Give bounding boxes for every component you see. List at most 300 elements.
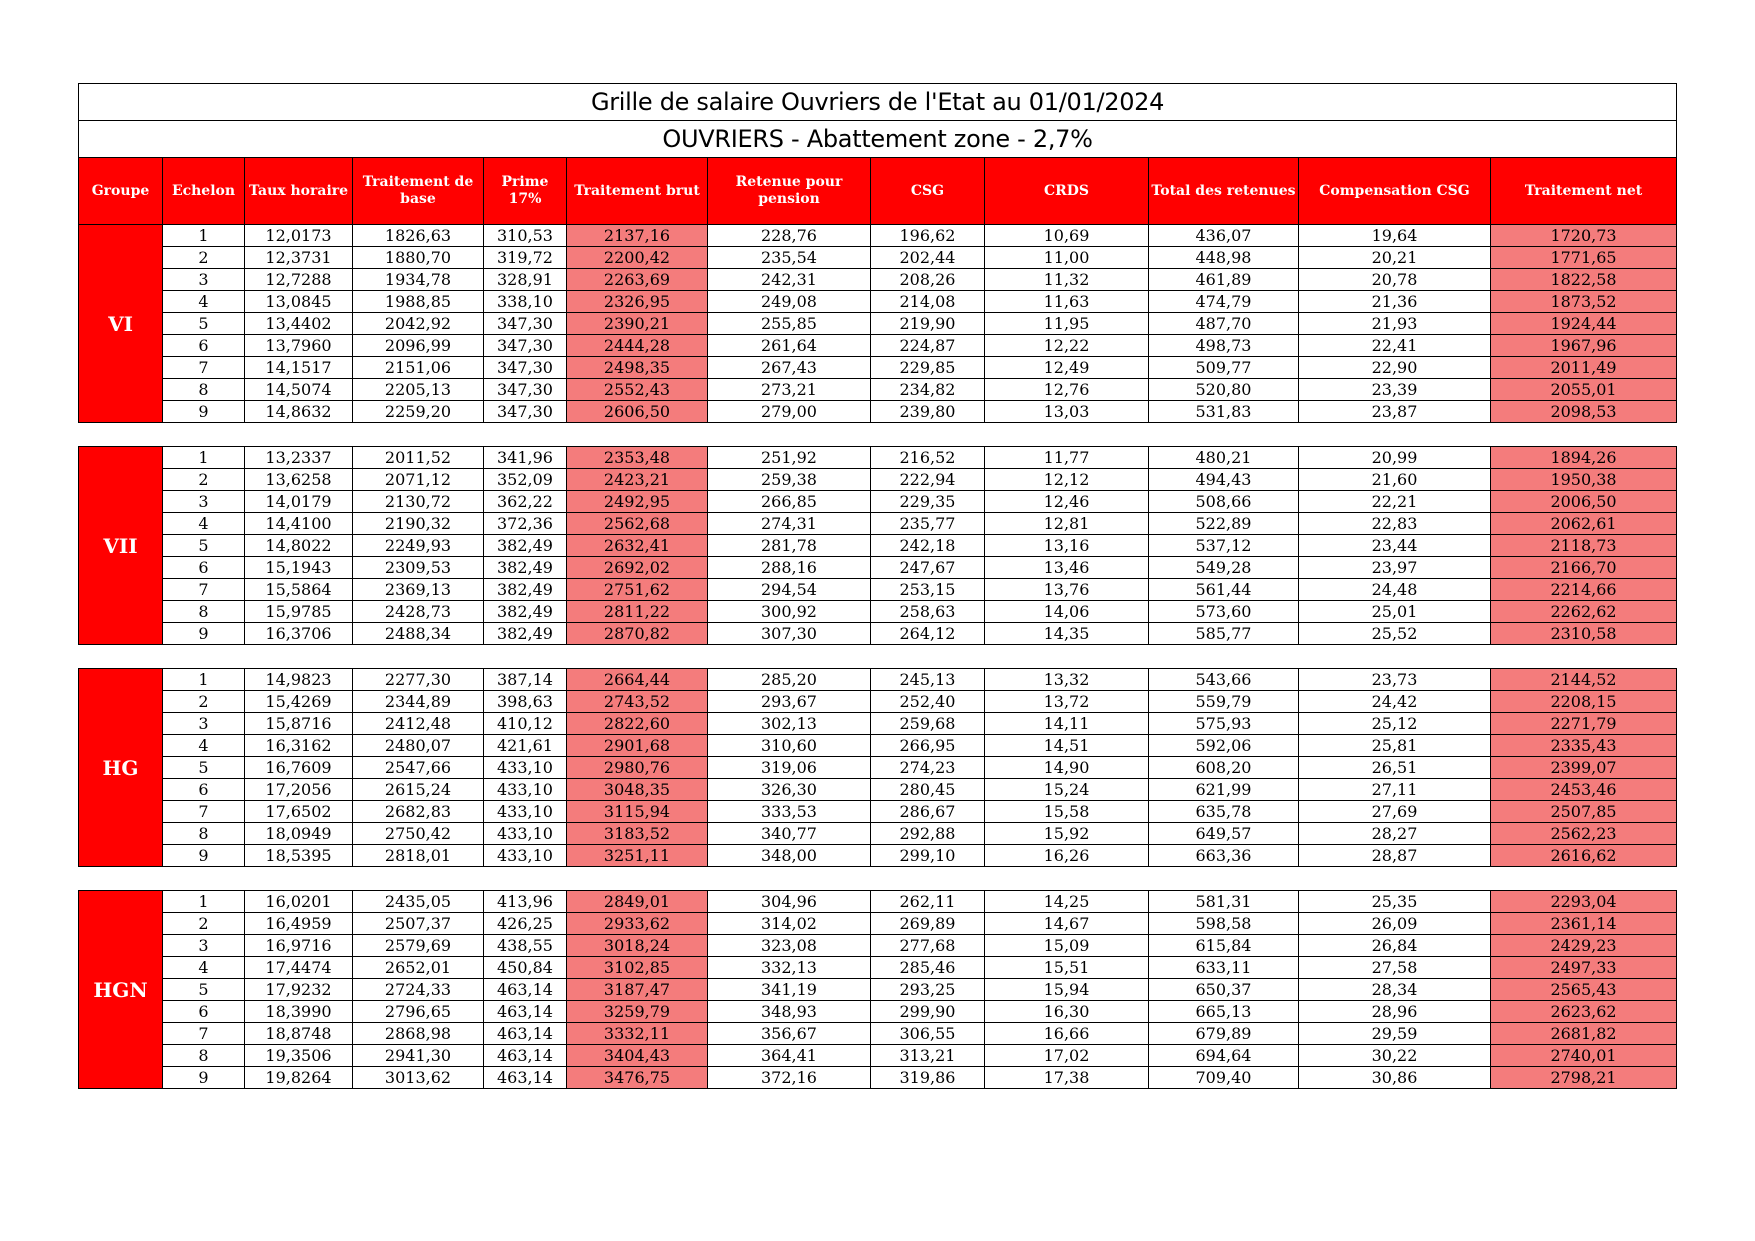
cell-prime: 463,14 — [484, 1001, 567, 1023]
cell-traitement-net: 2565,43 — [1491, 979, 1677, 1001]
column-header-retenue-pension: Retenue pour pension — [708, 158, 871, 225]
cell-prime: 433,10 — [484, 757, 567, 779]
cell-csg: 222,94 — [871, 469, 985, 491]
cell-total-retenues: 549,28 — [1149, 557, 1299, 579]
cell-retenue-pension: 266,85 — [708, 491, 871, 513]
cell-taux-horaire: 17,2056 — [245, 779, 353, 801]
cell-taux-horaire: 16,9716 — [245, 935, 353, 957]
table-row — [79, 269, 1677, 291]
cell-traitement-de-base: 2818,01 — [353, 845, 484, 867]
cell-traitement-net: 2681,82 — [1491, 1023, 1677, 1045]
table-row — [79, 447, 1677, 469]
cell-crds: 16,66 — [985, 1023, 1149, 1045]
cell-compensation-csg: 22,21 — [1299, 491, 1491, 513]
cell-prime: 382,49 — [484, 557, 567, 579]
cell-traitement-de-base: 1988,85 — [353, 291, 484, 313]
table-row — [79, 979, 1677, 1001]
cell-crds: 13,76 — [985, 579, 1149, 601]
cell-taux-horaire: 12,0173 — [245, 225, 353, 247]
cell-retenue-pension: 273,21 — [708, 379, 871, 401]
cell-total-retenues: 543,66 — [1149, 669, 1299, 691]
cell-compensation-csg: 20,99 — [1299, 447, 1491, 469]
table-row — [79, 357, 1677, 379]
cell-csg: 285,46 — [871, 957, 985, 979]
cell-crds: 14,25 — [985, 891, 1149, 913]
cell-csg: 313,21 — [871, 1045, 985, 1067]
cell-csg: 242,18 — [871, 535, 985, 557]
table-row — [79, 845, 1677, 867]
table-row — [79, 935, 1677, 957]
cell-crds: 12,22 — [985, 335, 1149, 357]
cell-traitement-de-base: 2151,06 — [353, 357, 484, 379]
cell-traitement-net: 2616,62 — [1491, 845, 1677, 867]
cell-compensation-csg: 23,44 — [1299, 535, 1491, 557]
cell-compensation-csg: 21,36 — [1299, 291, 1491, 313]
cell-traitement-brut: 3183,52 — [567, 823, 708, 845]
table-row — [79, 779, 1677, 801]
cell-csg: 262,11 — [871, 891, 985, 913]
cell-echelon: 7 — [163, 579, 245, 601]
cell-traitement-brut: 2423,21 — [567, 469, 708, 491]
table-row — [79, 669, 1677, 691]
cell-prime: 433,10 — [484, 823, 567, 845]
cell-retenue-pension: 307,30 — [708, 623, 871, 645]
cell-retenue-pension: 279,00 — [708, 401, 871, 423]
table-row — [79, 401, 1677, 423]
cell-traitement-brut: 2743,52 — [567, 691, 708, 713]
cell-taux-horaire: 19,3506 — [245, 1045, 353, 1067]
column-header-groupe: Groupe — [79, 158, 163, 225]
cell-compensation-csg: 27,69 — [1299, 801, 1491, 823]
cell-compensation-csg: 21,93 — [1299, 313, 1491, 335]
cell-compensation-csg: 28,27 — [1299, 823, 1491, 845]
group-spacer — [79, 645, 1677, 669]
cell-traitement-de-base: 3013,62 — [353, 1067, 484, 1089]
column-header-traitement-brut: Traitement brut — [567, 158, 708, 225]
cell-echelon: 6 — [163, 557, 245, 579]
cell-traitement-de-base: 2488,34 — [353, 623, 484, 645]
cell-traitement-brut: 2751,62 — [567, 579, 708, 601]
cell-traitement-de-base: 1880,70 — [353, 247, 484, 269]
cell-echelon: 4 — [163, 735, 245, 757]
cell-retenue-pension: 255,85 — [708, 313, 871, 335]
cell-prime: 410,12 — [484, 713, 567, 735]
cell-csg: 306,55 — [871, 1023, 985, 1045]
subtitle-row — [79, 121, 1677, 158]
cell-traitement-net: 2429,23 — [1491, 935, 1677, 957]
cell-echelon: 2 — [163, 691, 245, 713]
cell-taux-horaire: 15,8716 — [245, 713, 353, 735]
cell-traitement-net: 2144,52 — [1491, 669, 1677, 691]
cell-crds: 17,02 — [985, 1045, 1149, 1067]
cell-prime: 463,14 — [484, 1067, 567, 1089]
cell-crds: 11,00 — [985, 247, 1149, 269]
cell-compensation-csg: 28,34 — [1299, 979, 1491, 1001]
cell-traitement-brut: 2200,42 — [567, 247, 708, 269]
cell-compensation-csg: 23,39 — [1299, 379, 1491, 401]
cell-total-retenues: 461,89 — [1149, 269, 1299, 291]
cell-taux-horaire: 14,9823 — [245, 669, 353, 691]
group-spacer — [79, 423, 1677, 447]
cell-crds: 16,30 — [985, 1001, 1149, 1023]
cell-traitement-de-base: 2507,37 — [353, 913, 484, 935]
cell-prime: 347,30 — [484, 313, 567, 335]
cell-taux-horaire: 18,0949 — [245, 823, 353, 845]
title-row — [79, 84, 1677, 121]
cell-csg: 253,15 — [871, 579, 985, 601]
cell-traitement-net: 2098,53 — [1491, 401, 1677, 423]
cell-total-retenues: 498,73 — [1149, 335, 1299, 357]
cell-retenue-pension: 293,67 — [708, 691, 871, 713]
cell-taux-horaire: 17,4474 — [245, 957, 353, 979]
table-row — [79, 247, 1677, 269]
cell-traitement-brut: 3048,35 — [567, 779, 708, 801]
cell-retenue-pension: 251,92 — [708, 447, 871, 469]
cell-csg: 280,45 — [871, 779, 985, 801]
cell-prime: 421,61 — [484, 735, 567, 757]
cell-traitement-net: 1873,52 — [1491, 291, 1677, 313]
cell-traitement-net: 2271,79 — [1491, 713, 1677, 735]
table-row — [79, 535, 1677, 557]
cell-prime: 413,96 — [484, 891, 567, 913]
header-row — [79, 158, 1677, 225]
cell-echelon: 5 — [163, 979, 245, 1001]
cell-traitement-de-base: 2682,83 — [353, 801, 484, 823]
table-subtitle: OUVRIERS - Abattement zone - 2,7% — [79, 121, 1677, 158]
cell-prime: 382,49 — [484, 623, 567, 645]
cell-echelon: 3 — [163, 713, 245, 735]
cell-traitement-net: 2214,66 — [1491, 579, 1677, 601]
cell-crds: 11,77 — [985, 447, 1149, 469]
cell-taux-horaire: 14,1517 — [245, 357, 353, 379]
cell-traitement-net: 2623,62 — [1491, 1001, 1677, 1023]
cell-traitement-de-base: 2205,13 — [353, 379, 484, 401]
cell-crds: 13,72 — [985, 691, 1149, 713]
cell-traitement-de-base: 2344,89 — [353, 691, 484, 713]
cell-retenue-pension: 300,92 — [708, 601, 871, 623]
cell-echelon: 6 — [163, 779, 245, 801]
table-row — [79, 713, 1677, 735]
cell-traitement-brut: 2552,43 — [567, 379, 708, 401]
cell-csg: 259,68 — [871, 713, 985, 735]
cell-taux-horaire: 16,3162 — [245, 735, 353, 757]
cell-taux-horaire: 14,8632 — [245, 401, 353, 423]
cell-traitement-de-base: 2042,92 — [353, 313, 484, 335]
cell-prime: 362,22 — [484, 491, 567, 513]
cell-compensation-csg: 24,48 — [1299, 579, 1491, 601]
cell-csg: 216,52 — [871, 447, 985, 469]
cell-total-retenues: 559,79 — [1149, 691, 1299, 713]
cell-csg: 219,90 — [871, 313, 985, 335]
cell-taux-horaire: 14,8022 — [245, 535, 353, 557]
cell-echelon: 9 — [163, 845, 245, 867]
cell-csg: 196,62 — [871, 225, 985, 247]
cell-echelon: 1 — [163, 225, 245, 247]
cell-csg: 277,68 — [871, 935, 985, 957]
cell-echelon: 5 — [163, 535, 245, 557]
cell-traitement-de-base: 2868,98 — [353, 1023, 484, 1045]
cell-total-retenues: 633,11 — [1149, 957, 1299, 979]
cell-taux-horaire: 14,5074 — [245, 379, 353, 401]
group-label: VI — [79, 225, 163, 423]
cell-total-retenues: 663,36 — [1149, 845, 1299, 867]
cell-traitement-net: 2335,43 — [1491, 735, 1677, 757]
cell-retenue-pension: 285,20 — [708, 669, 871, 691]
cell-crds: 12,76 — [985, 379, 1149, 401]
cell-total-retenues: 694,64 — [1149, 1045, 1299, 1067]
column-header-echelon: Echelon — [163, 158, 245, 225]
cell-total-retenues: 649,57 — [1149, 823, 1299, 845]
cell-traitement-brut: 2933,62 — [567, 913, 708, 935]
cell-total-retenues: 650,37 — [1149, 979, 1299, 1001]
cell-retenue-pension: 323,08 — [708, 935, 871, 957]
column-header-prime: Prime 17% — [484, 158, 567, 225]
cell-crds: 13,32 — [985, 669, 1149, 691]
cell-compensation-csg: 30,86 — [1299, 1067, 1491, 1089]
cell-compensation-csg: 27,11 — [1299, 779, 1491, 801]
cell-traitement-brut: 2901,68 — [567, 735, 708, 757]
group-spacer — [79, 867, 1677, 891]
cell-traitement-de-base: 2724,33 — [353, 979, 484, 1001]
cell-csg: 229,35 — [871, 491, 985, 513]
cell-csg: 319,86 — [871, 1067, 985, 1089]
cell-traitement-net: 2262,62 — [1491, 601, 1677, 623]
cell-traitement-brut: 2137,16 — [567, 225, 708, 247]
cell-taux-horaire: 19,8264 — [245, 1067, 353, 1089]
cell-traitement-de-base: 2435,05 — [353, 891, 484, 913]
cell-echelon: 1 — [163, 669, 245, 691]
column-header-traitement-de-base: Traitement de base — [353, 158, 484, 225]
cell-compensation-csg: 25,52 — [1299, 623, 1491, 645]
cell-taux-horaire: 14,0179 — [245, 491, 353, 513]
cell-traitement-net: 2293,04 — [1491, 891, 1677, 913]
cell-traitement-brut: 2980,76 — [567, 757, 708, 779]
cell-traitement-net: 1950,38 — [1491, 469, 1677, 491]
cell-compensation-csg: 25,12 — [1299, 713, 1491, 735]
table-body — [79, 225, 1677, 1089]
cell-traitement-net: 1967,96 — [1491, 335, 1677, 357]
cell-csg: 286,67 — [871, 801, 985, 823]
cell-echelon: 5 — [163, 313, 245, 335]
cell-crds: 12,12 — [985, 469, 1149, 491]
cell-retenue-pension: 259,38 — [708, 469, 871, 491]
cell-retenue-pension: 348,93 — [708, 1001, 871, 1023]
cell-total-retenues: 581,31 — [1149, 891, 1299, 913]
cell-csg: 234,82 — [871, 379, 985, 401]
cell-crds: 11,63 — [985, 291, 1149, 313]
cell-crds: 13,03 — [985, 401, 1149, 423]
cell-echelon: 3 — [163, 269, 245, 291]
cell-echelon: 3 — [163, 491, 245, 513]
cell-taux-horaire: 15,5864 — [245, 579, 353, 601]
cell-compensation-csg: 25,35 — [1299, 891, 1491, 913]
cell-traitement-brut: 3115,94 — [567, 801, 708, 823]
table-row — [79, 579, 1677, 601]
cell-prime: 426,25 — [484, 913, 567, 935]
table-title: Grille de salaire Ouvriers de l'Etat au 01/01/2024 — [79, 84, 1677, 121]
cell-csg: 274,23 — [871, 757, 985, 779]
cell-echelon: 4 — [163, 513, 245, 535]
cell-traitement-de-base: 2652,01 — [353, 957, 484, 979]
cell-compensation-csg: 27,58 — [1299, 957, 1491, 979]
table-row — [79, 469, 1677, 491]
cell-taux-horaire: 13,4402 — [245, 313, 353, 335]
cell-prime: 463,14 — [484, 1045, 567, 1067]
cell-csg: 202,44 — [871, 247, 985, 269]
cell-retenue-pension: 288,16 — [708, 557, 871, 579]
cell-compensation-csg: 24,42 — [1299, 691, 1491, 713]
cell-crds: 10,69 — [985, 225, 1149, 247]
table-row — [79, 335, 1677, 357]
cell-echelon: 9 — [163, 623, 245, 645]
cell-echelon: 8 — [163, 1045, 245, 1067]
cell-crds: 14,35 — [985, 623, 1149, 645]
cell-prime: 382,49 — [484, 535, 567, 557]
cell-traitement-de-base: 2096,99 — [353, 335, 484, 357]
cell-csg: 224,87 — [871, 335, 985, 357]
cell-total-retenues: 679,89 — [1149, 1023, 1299, 1045]
cell-crds: 17,38 — [985, 1067, 1149, 1089]
cell-traitement-net: 1720,73 — [1491, 225, 1677, 247]
cell-crds: 15,51 — [985, 957, 1149, 979]
cell-compensation-csg: 20,21 — [1299, 247, 1491, 269]
column-header-csg: CSG — [871, 158, 985, 225]
cell-echelon: 7 — [163, 1023, 245, 1045]
cell-compensation-csg: 28,87 — [1299, 845, 1491, 867]
cell-csg: 245,13 — [871, 669, 985, 691]
cell-compensation-csg: 23,73 — [1299, 669, 1491, 691]
cell-retenue-pension: 304,96 — [708, 891, 871, 913]
cell-traitement-net: 2118,73 — [1491, 535, 1677, 557]
cell-csg: 239,80 — [871, 401, 985, 423]
cell-retenue-pension: 332,13 — [708, 957, 871, 979]
cell-traitement-brut: 3018,24 — [567, 935, 708, 957]
cell-traitement-de-base: 2750,42 — [353, 823, 484, 845]
cell-traitement-net: 2166,70 — [1491, 557, 1677, 579]
cell-compensation-csg: 25,81 — [1299, 735, 1491, 757]
cell-crds: 12,46 — [985, 491, 1149, 513]
column-header-traitement-net: Traitement net — [1491, 158, 1677, 225]
cell-echelon: 9 — [163, 1067, 245, 1089]
cell-taux-horaire: 18,5395 — [245, 845, 353, 867]
table-row — [79, 1023, 1677, 1045]
cell-traitement-brut: 3251,11 — [567, 845, 708, 867]
salary-table — [78, 83, 1677, 1089]
cell-crds: 12,49 — [985, 357, 1149, 379]
cell-traitement-de-base: 2190,32 — [353, 513, 484, 535]
cell-compensation-csg: 26,09 — [1299, 913, 1491, 935]
cell-traitement-de-base: 2309,53 — [353, 557, 484, 579]
cell-taux-horaire: 18,3990 — [245, 1001, 353, 1023]
cell-traitement-de-base: 2249,93 — [353, 535, 484, 557]
cell-crds: 11,95 — [985, 313, 1149, 335]
column-header-total-retenues: Total des retenues — [1149, 158, 1299, 225]
cell-prime: 398,63 — [484, 691, 567, 713]
column-header-taux-horaire: Taux horaire — [245, 158, 353, 225]
cell-echelon: 4 — [163, 957, 245, 979]
cell-echelon: 2 — [163, 469, 245, 491]
cell-echelon: 3 — [163, 935, 245, 957]
cell-traitement-brut: 2562,68 — [567, 513, 708, 535]
cell-csg: 299,90 — [871, 1001, 985, 1023]
cell-crds: 13,16 — [985, 535, 1149, 557]
cell-traitement-de-base: 2796,65 — [353, 1001, 484, 1023]
cell-prime: 328,91 — [484, 269, 567, 291]
cell-taux-horaire: 16,4959 — [245, 913, 353, 935]
table-row — [79, 291, 1677, 313]
cell-compensation-csg: 22,41 — [1299, 335, 1491, 357]
cell-taux-horaire: 16,7609 — [245, 757, 353, 779]
cell-traitement-brut: 2492,95 — [567, 491, 708, 513]
cell-traitement-de-base: 2428,73 — [353, 601, 484, 623]
cell-total-retenues: 665,13 — [1149, 1001, 1299, 1023]
cell-prime: 347,30 — [484, 401, 567, 423]
table-row — [79, 557, 1677, 579]
cell-echelon: 8 — [163, 823, 245, 845]
cell-total-retenues: 487,70 — [1149, 313, 1299, 335]
cell-csg: 258,63 — [871, 601, 985, 623]
cell-echelon: 1 — [163, 891, 245, 913]
cell-traitement-net: 2310,58 — [1491, 623, 1677, 645]
table-row — [79, 913, 1677, 935]
cell-crds: 11,32 — [985, 269, 1149, 291]
cell-traitement-net: 2055,01 — [1491, 379, 1677, 401]
cell-taux-horaire: 13,0845 — [245, 291, 353, 313]
cell-crds: 16,26 — [985, 845, 1149, 867]
cell-compensation-csg: 22,90 — [1299, 357, 1491, 379]
cell-traitement-de-base: 2259,20 — [353, 401, 484, 423]
cell-total-retenues: 520,80 — [1149, 379, 1299, 401]
cell-traitement-brut: 2811,22 — [567, 601, 708, 623]
cell-traitement-de-base: 2130,72 — [353, 491, 484, 513]
cell-csg: 229,85 — [871, 357, 985, 379]
cell-traitement-net: 1771,65 — [1491, 247, 1677, 269]
table-row — [79, 1001, 1677, 1023]
cell-compensation-csg: 23,87 — [1299, 401, 1491, 423]
cell-crds: 14,90 — [985, 757, 1149, 779]
cell-traitement-brut: 3476,75 — [567, 1067, 708, 1089]
cell-taux-horaire: 13,6258 — [245, 469, 353, 491]
cell-retenue-pension: 364,41 — [708, 1045, 871, 1067]
cell-traitement-brut: 3259,79 — [567, 1001, 708, 1023]
cell-traitement-brut: 2606,50 — [567, 401, 708, 423]
cell-traitement-brut: 3404,43 — [567, 1045, 708, 1067]
cell-taux-horaire: 15,4269 — [245, 691, 353, 713]
cell-total-retenues: 436,07 — [1149, 225, 1299, 247]
cell-traitement-brut: 2326,95 — [567, 291, 708, 313]
cell-prime: 382,49 — [484, 579, 567, 601]
cell-retenue-pension: 340,77 — [708, 823, 871, 845]
cell-total-retenues: 598,58 — [1149, 913, 1299, 935]
cell-prime: 433,10 — [484, 845, 567, 867]
cell-retenue-pension: 341,19 — [708, 979, 871, 1001]
cell-total-retenues: 615,84 — [1149, 935, 1299, 957]
cell-prime: 463,14 — [484, 1023, 567, 1045]
cell-compensation-csg: 28,96 — [1299, 1001, 1491, 1023]
cell-total-retenues: 621,99 — [1149, 779, 1299, 801]
cell-traitement-de-base: 2412,48 — [353, 713, 484, 735]
cell-traitement-net: 2507,85 — [1491, 801, 1677, 823]
spacer-cell — [79, 645, 1677, 669]
table-row — [79, 225, 1677, 247]
cell-compensation-csg: 26,51 — [1299, 757, 1491, 779]
cell-csg: 252,40 — [871, 691, 985, 713]
table-row — [79, 379, 1677, 401]
cell-traitement-de-base: 1826,63 — [353, 225, 484, 247]
cell-echelon: 8 — [163, 601, 245, 623]
table-row — [79, 891, 1677, 913]
cell-total-retenues: 448,98 — [1149, 247, 1299, 269]
